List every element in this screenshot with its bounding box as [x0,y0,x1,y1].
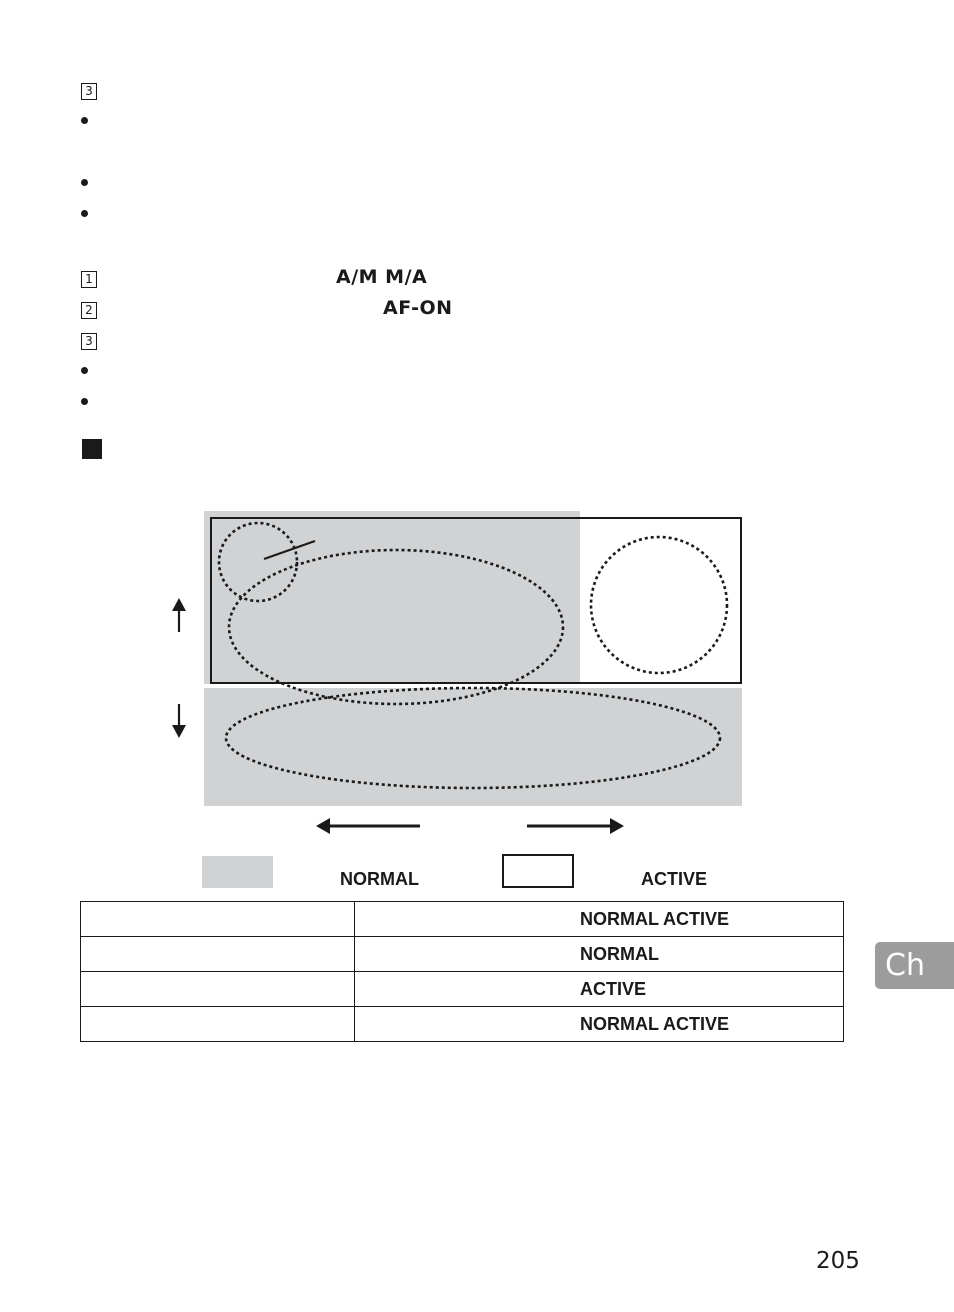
step-number-2: 2 [81,302,97,319]
legend-active-label: ACTIVE [641,869,708,889]
table-value-cell: NORMAL ACTIVE [355,1007,844,1042]
legend-normal-swatch [202,856,273,888]
right-dotted-circle [591,537,727,673]
table-label-cell [81,1007,355,1042]
page-number: 205 [816,1248,860,1274]
af-on-label: AF-ON [383,297,453,319]
arrow-up-icon [172,598,186,632]
step-number-1: 1 [81,271,97,288]
normal-region-upper [204,511,580,684]
chapter-tab: Ch [875,942,954,989]
table-label-cell [81,972,355,1007]
table-row [81,902,844,937]
mode-table [80,901,844,1042]
table-value-cell: ACTIVE [355,972,844,1007]
table-row [81,972,844,1007]
table-value-cell: NORMAL [355,937,844,972]
step-number-3-top: 3 [81,83,97,100]
af-switch-label: A/M M/A [336,266,428,288]
table-label-cell [81,902,355,937]
table-row [81,937,844,972]
table-row [81,1007,844,1042]
arrow-down-icon [172,704,186,738]
table-value-cell: NORMAL ACTIVE [355,902,844,937]
legend-active-swatch [503,855,573,887]
table-label-cell [81,937,355,972]
legend-normal-label: NORMAL [340,869,419,889]
arrow-left-icon [316,818,420,834]
arrow-right-icon [527,818,624,834]
step-number-3: 3 [81,333,97,350]
